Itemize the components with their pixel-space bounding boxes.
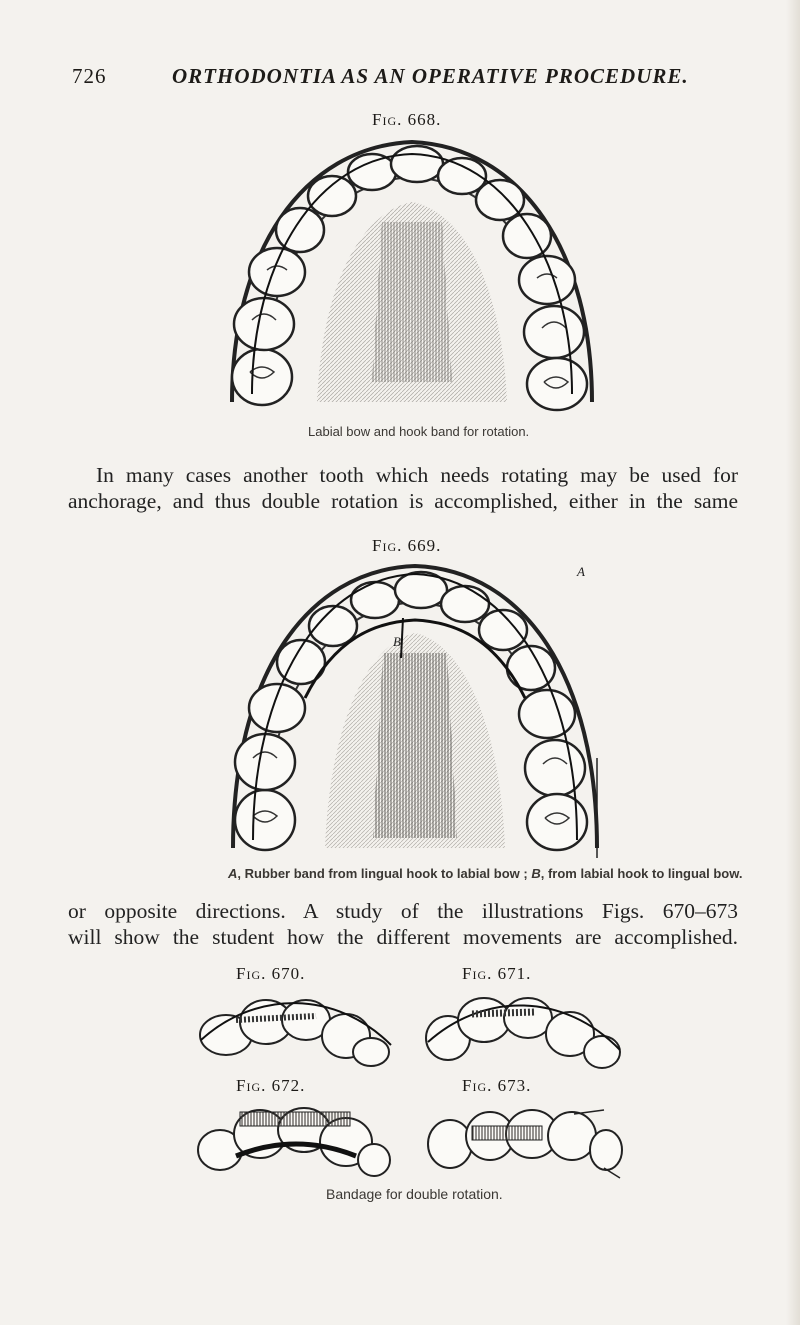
para2-line2: will show the student how the different movements are accomplished. xyxy=(68,925,738,949)
fig-670-tooth-rotation-icon xyxy=(196,990,396,1070)
fig-669-label: Fig. 669. xyxy=(372,536,442,555)
fig-672-label: Fig. 672. xyxy=(236,1076,306,1095)
dental-arch-669-icon xyxy=(225,558,605,858)
fig-669-marker-b: B xyxy=(393,634,401,649)
page-number: 726 xyxy=(72,64,107,88)
caption-a-letter: A xyxy=(228,866,238,881)
fig-673-bandage-icon xyxy=(424,1100,624,1180)
fig-671-label: Fig. 671. xyxy=(462,964,532,983)
caption-a-text: , Rubber band from lingual hook to labial bow ; xyxy=(237,866,528,881)
fig-672-bandage-icon xyxy=(196,1100,396,1180)
caption-b-text: , from labial hook to lingual bow. xyxy=(540,866,743,881)
running-header xyxy=(72,64,712,94)
fig-668-caption: Labial bow and hook band for rotation. xyxy=(308,424,530,439)
para1-line2: anchorage, and thus double rotation is accomplished, either in the same xyxy=(68,489,738,513)
body-paragraph-2 xyxy=(68,898,738,950)
fig-669-caption xyxy=(228,866,743,881)
fig-671-tooth-rotation-icon xyxy=(424,990,624,1070)
body-paragraph-1 xyxy=(68,462,738,514)
fig-673-label: Fig. 673. xyxy=(462,1076,532,1095)
dental-arch-668-icon xyxy=(222,132,602,422)
page-edge-shadow xyxy=(786,0,800,1325)
fig-670-label: Fig. 670. xyxy=(236,964,306,983)
bandage-caption: Bandage for double rotation. xyxy=(326,1186,503,1202)
para1-line1: In many cases another tooth which needs rotating may be used for xyxy=(96,463,738,487)
fig-669-marker-a: A xyxy=(577,564,585,579)
running-title: ORTHODONTIA AS AN OPERATIVE PROCEDURE. xyxy=(172,64,689,88)
fig-668-label: Fig. 668. xyxy=(372,110,442,129)
para2-line1: or opposite directions. A study of the illustrations Figs. 670–673 xyxy=(68,899,738,923)
caption-b-letter: B xyxy=(531,866,541,881)
